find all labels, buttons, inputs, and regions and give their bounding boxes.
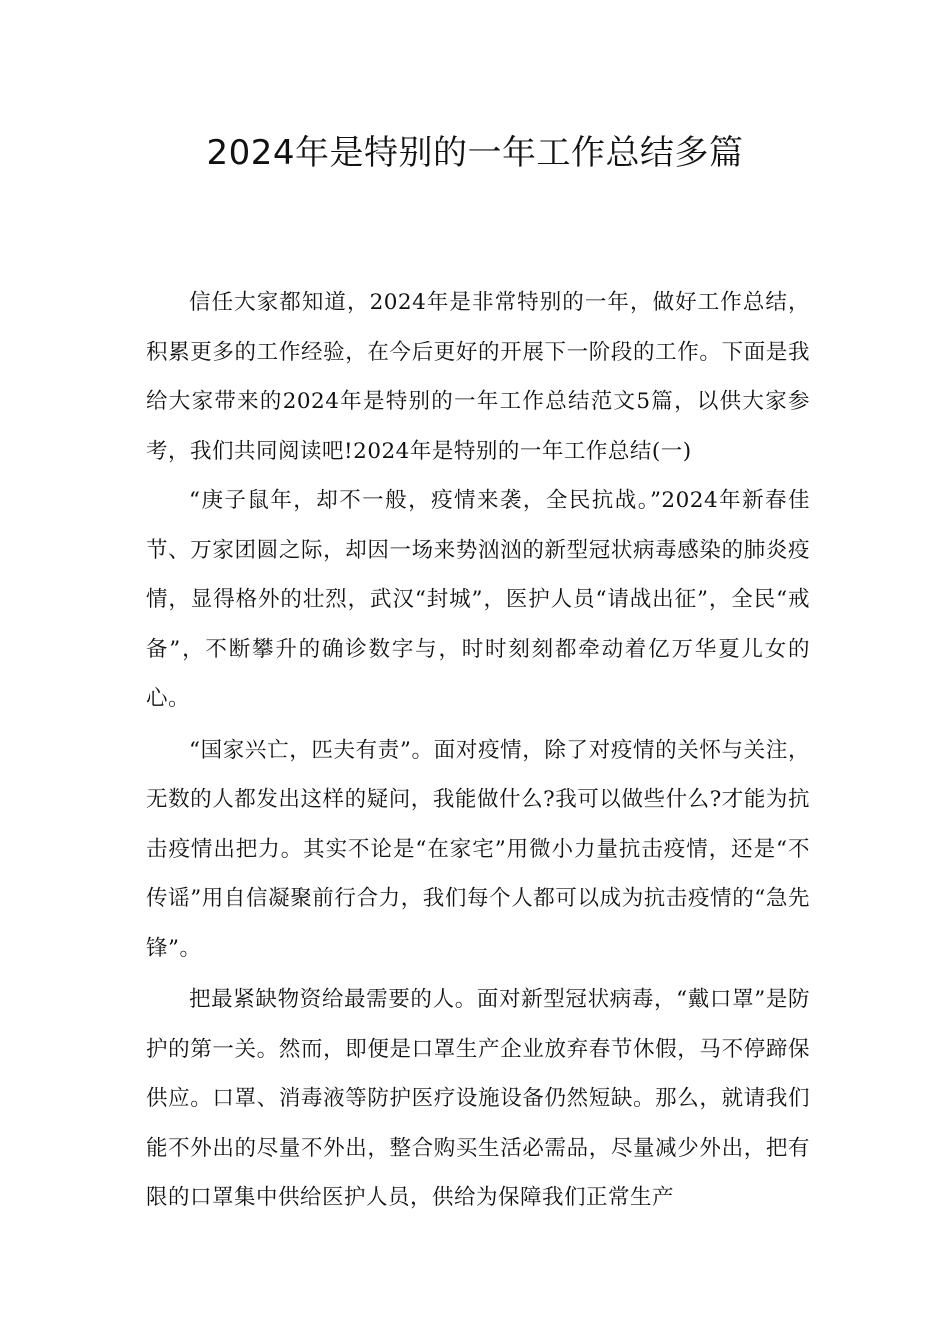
paragraph-3: “国家兴亡，匹夫有责”。面对疫情，除了对疫情的关怀与关注，无数的人都发出这样的疑问，我能做什么?我可以做些什么?才能为抗击疫情出把力。其实不论是“在家宅”用微小力量抗击疫情，还是“不传谣”用自信凝聚前行合力，我们每个人都可以成为抗击疫情的“急先锋”。 (146, 737, 810, 961)
paragraph-4: 把最紧缺物资给最需要的人。面对新型冠状病毒，“戴口罩”是防护的第一关。然而，即便是口罩生产企业放弃春节休假，马不停蹄保供应。口罩、消毒液等防护医疗设施设备仍然短缺。那么，就请我们能不外出的尽量不外出，整合购买生活必需品，尽量减少外出，把有限的口罩集中供给医护人员，供给为保障我们正常生产 (146, 987, 810, 1210)
document-body (146, 278, 810, 1223)
paragraph-intro: 信任大家都知道，2024年是非常特别的一年，做好工作总结，积累更多的工作经验，在今后更好的开展下一阶段的工作。下面是我给大家带来的2024年是特别的一年工作总结范文5篇，以供大家参考，我们共同阅读吧!2024年是特别的一年工作总结(一) (146, 290, 810, 464)
document-title: 2024年是特别的一年工作总结多篇 (206, 133, 744, 173)
paragraph-2: “庚子鼠年，却不一般，疫情来袭，全民抗战。”2024年新春佳节、万家团圆之际，却因一场来势汹汹的新型冠状病毒感染的肺炎疫情，显得格外的壮烈，武汉“封城”，医护人员“请战出征”，全民“戒备”，不断攀升的确诊数字与，时时刻刻都牵动着亿万华夏儿女的心。 (146, 488, 810, 711)
